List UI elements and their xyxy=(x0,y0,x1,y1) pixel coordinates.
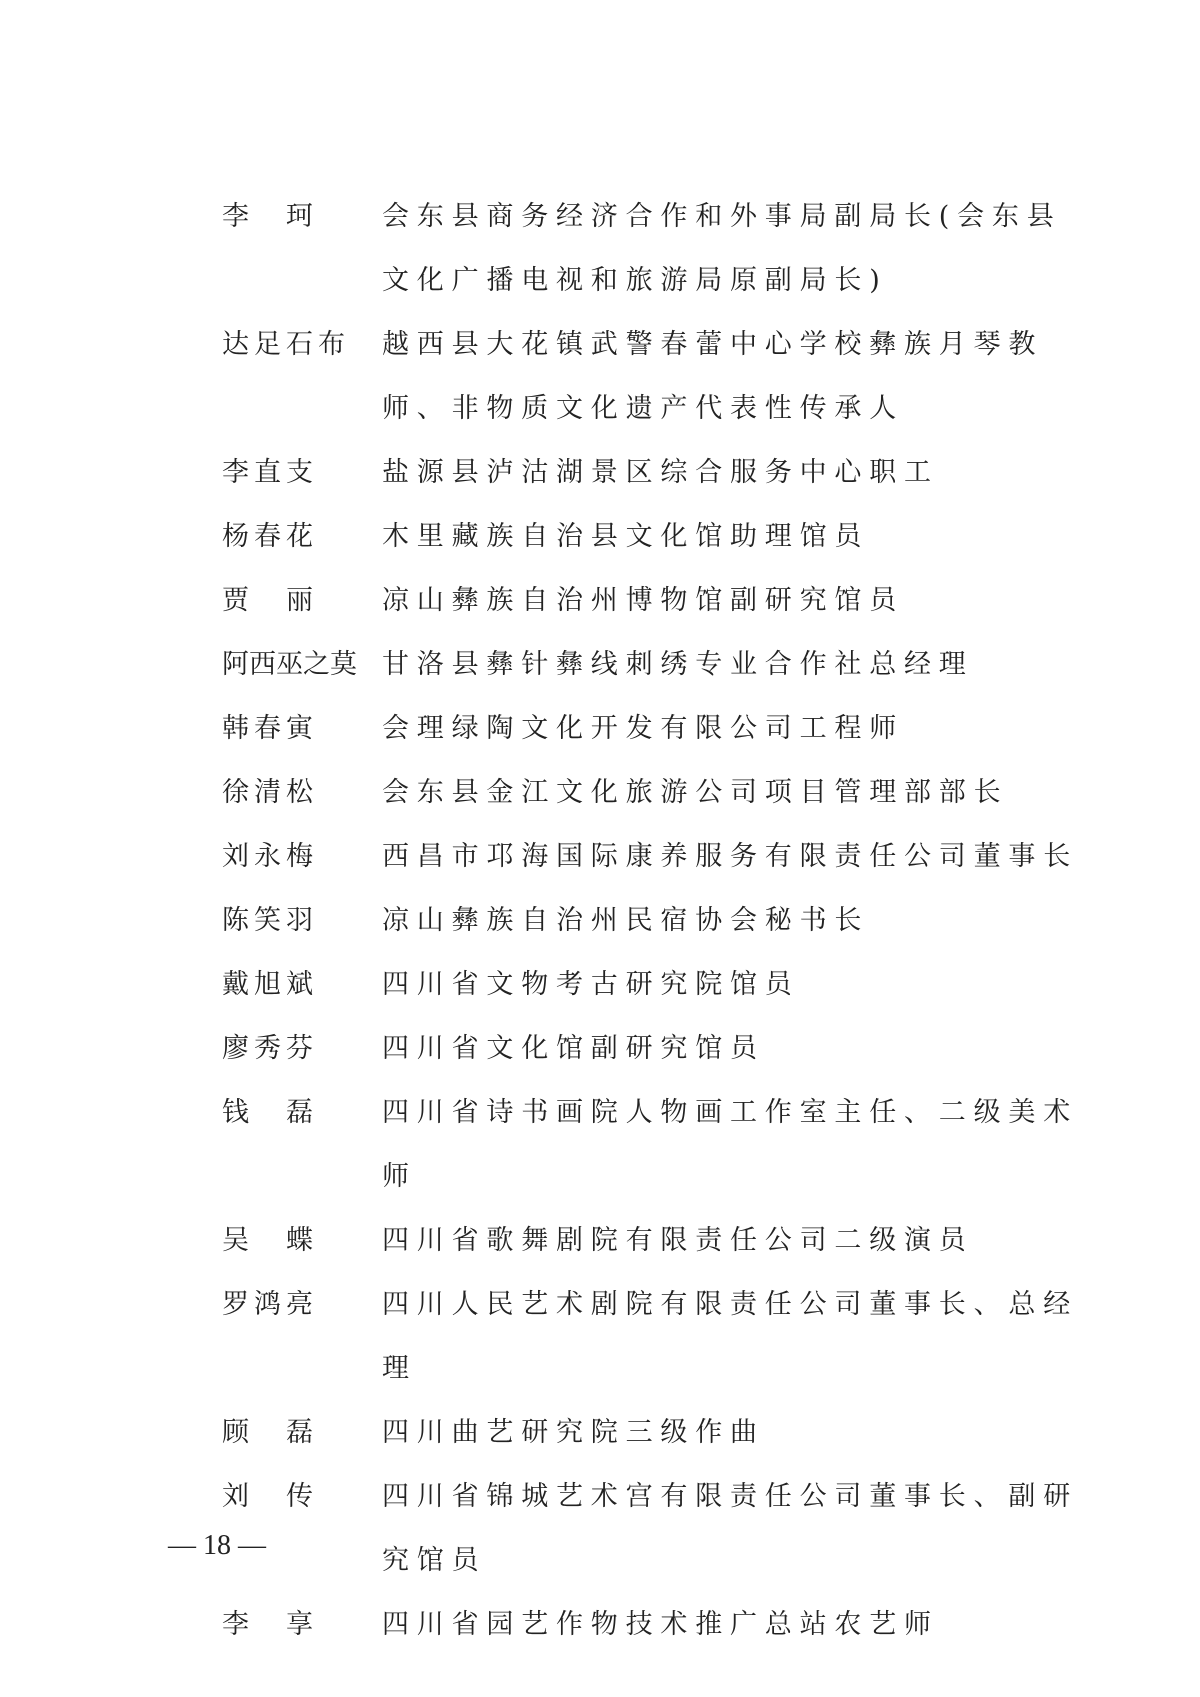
list-item xyxy=(222,313,1082,441)
person-name: 阿西巫之莫 xyxy=(222,649,357,680)
list-item xyxy=(222,633,1082,697)
person-title: 四川曲艺研究院三级作曲 xyxy=(382,1417,765,1448)
person-name: 陈笑羽 xyxy=(222,905,318,936)
person-title: 越西县大花镇武警春蕾中心学校彝族月琴教师、非物质文化遗产代表性传承人 xyxy=(382,329,1044,424)
person-name: 徐清松 xyxy=(222,777,318,808)
person-title: 四川省歌舞剧院有限责任公司二级演员 xyxy=(382,1225,974,1256)
person-title: 四川省文物考古研究院馆员 xyxy=(382,969,800,1000)
list-item xyxy=(222,1401,1082,1465)
person-name: 刘 传 xyxy=(222,1481,318,1512)
person-name: 达足石布 xyxy=(222,329,350,360)
person-name: 韩春寅 xyxy=(222,713,318,744)
personnel-list xyxy=(222,185,1082,1657)
person-name: 罗鸿亮 xyxy=(222,1289,318,1320)
list-item xyxy=(222,505,1082,569)
list-item xyxy=(222,825,1082,889)
person-title: 甘洛县彝针彝线刺绣专业合作社总经理 xyxy=(382,649,974,680)
list-item xyxy=(222,185,1082,313)
person-title: 四川省诗书画院人物画工作室主任、二级美术师 xyxy=(382,1097,1078,1192)
person-name: 李 珂 xyxy=(222,201,318,232)
person-name: 李直支 xyxy=(222,457,318,488)
person-title: 四川省园艺作物技术推广总站农艺师 xyxy=(382,1609,939,1640)
list-item xyxy=(222,1209,1082,1273)
list-item xyxy=(222,761,1082,825)
person-name: 杨春花 xyxy=(222,521,318,552)
person-name: 贾 丽 xyxy=(222,585,318,616)
person-name: 钱 磊 xyxy=(222,1097,318,1128)
list-item xyxy=(222,953,1082,1017)
person-name: 廖秀芬 xyxy=(222,1033,318,1064)
person-name: 刘永梅 xyxy=(222,841,318,872)
person-title: 会东县金江文化旅游公司项目管理部部长 xyxy=(382,777,1009,808)
list-item xyxy=(222,1465,1082,1593)
person-title: 西昌市邛海国际康养服务有限责任公司董事长 xyxy=(382,841,1078,872)
list-item xyxy=(222,1593,1082,1657)
list-item xyxy=(222,1273,1082,1401)
person-title: 四川省文化馆副研究馆员 xyxy=(382,1033,765,1064)
person-title: 盐源县泸沽湖景区综合服务中心职工 xyxy=(382,457,939,488)
list-item xyxy=(222,889,1082,953)
person-title: 木里藏族自治县文化馆助理馆员 xyxy=(382,521,870,552)
person-name: 李 享 xyxy=(222,1609,318,1640)
person-name: 戴旭斌 xyxy=(222,969,318,1000)
list-item xyxy=(222,441,1082,505)
person-title: 会东县商务经济合作和外事局副局长(会东县文化广播电视和旅游局原副局长) xyxy=(382,201,1062,296)
person-title: 凉山彝族自治州民宿协会秘书长 xyxy=(382,905,870,936)
page-number: — 18 — xyxy=(168,1530,266,1561)
person-name: 顾 磊 xyxy=(222,1417,318,1448)
person-title: 四川省锦城艺术宫有限责任公司董事长、副研究馆员 xyxy=(382,1481,1078,1576)
list-item xyxy=(222,1017,1082,1081)
list-item xyxy=(222,569,1082,633)
person-name: 吴 蝶 xyxy=(222,1225,318,1256)
person-title: 四川人民艺术剧院有限责任公司董事长、总经理 xyxy=(382,1289,1078,1384)
list-item xyxy=(222,697,1082,761)
list-item xyxy=(222,1081,1082,1209)
person-title: 凉山彝族自治州博物馆副研究馆员 xyxy=(382,585,904,616)
person-title: 会理绿陶文化开发有限公司工程师 xyxy=(382,713,904,744)
